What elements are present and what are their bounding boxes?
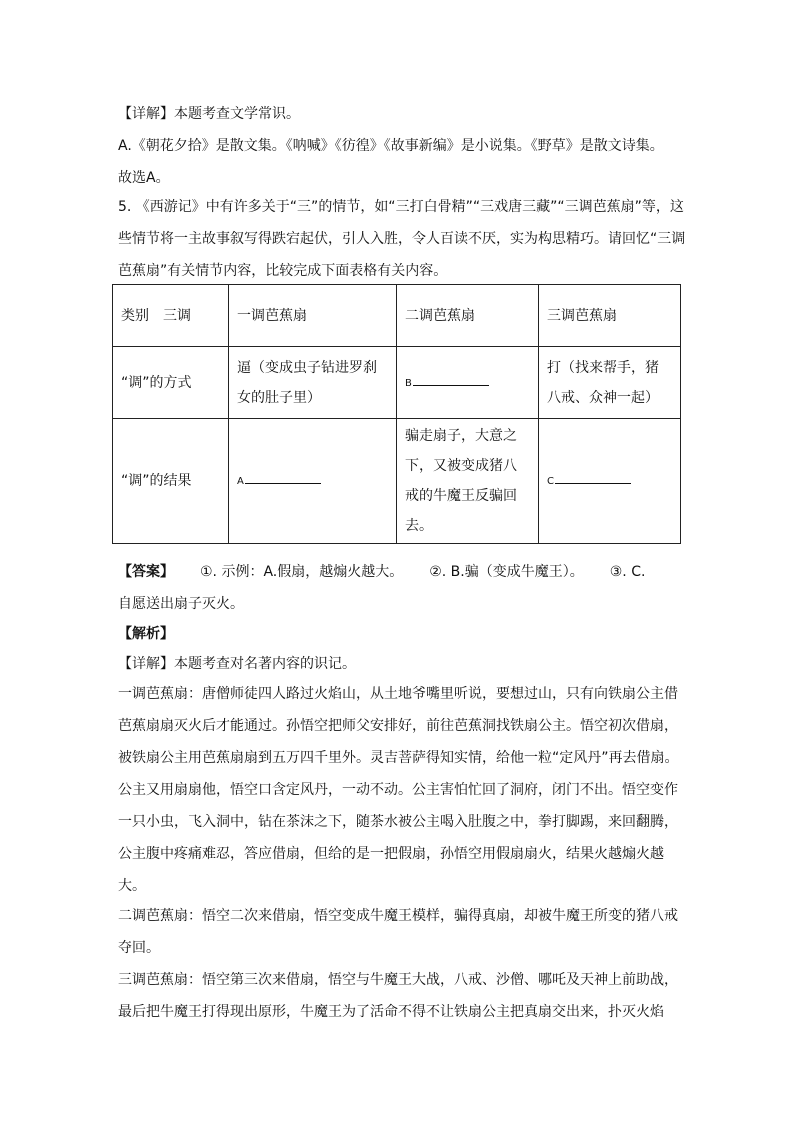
analysis-label: 【解析】 <box>118 626 174 642</box>
row-method-label: “调”的方式 <box>113 347 229 419</box>
row-method-second <box>397 347 539 419</box>
table-header-third: 三调芭蕉扇 <box>539 285 681 347</box>
answer-item-2: ②. B.骗（变成牛魔王）。 <box>429 564 584 580</box>
analysis-paragraph-3: 三调芭蕉扇：悟空第三次来借扇，悟空与牛魔王大战，八戒、沙僧、哪吒及天神上前助战，最后把牛魔王打得现出原形，牛魔王为了活命不得不让铁扇公主把真扇交出来，扑灭火焰 <box>118 972 678 1020</box>
table-header-first: 一调芭蕉扇 <box>229 285 397 347</box>
blank-b-prefix: B <box>405 377 412 389</box>
answer-line <box>118 556 688 588</box>
answer-continuation: 自愿送出扇子灭火。 <box>118 596 244 612</box>
row-method-first: 逼（变成虫子钻进罗刹女的肚子里） <box>229 347 397 419</box>
row-result-second: 骗走扇子，大意之下，又被变成猪八戒的牛魔王反骗回去。 <box>397 419 539 544</box>
row-method-third: 打（找来帮手，猪八戒、众神一起） <box>539 347 681 419</box>
blank-c-line[interactable] <box>555 469 631 484</box>
question-5-text: 5. 《西游记》中有许多关于“三”的情节，如“三打白骨精”“三戏唐三藏”“三调芭蕉扇”等，这些情节将一主故事叙写得跌宕起伏，引人入胜，令人百读不厌，实为构思精巧。请回忆“三调芭蕉扇”有关情节内容，比较完成下面表格有关内容。 <box>118 199 686 279</box>
analysis-paragraph-1: 一调芭蕉扇：唐僧师徒四人路过火焰山，从土地爷嘴里听说，要想过山，只有向铁扇公主借芭蕉扇扇灭火后才能通过。孙悟空把师父安排好，前往芭蕉洞找铁扇公主。悟空初次借扇，被铁扇公主用芭蕉扇扇到五万四千里外。灵吉菩萨得知实情，给他一粒“定风丹”再去借扇。公主又用扇扇他，悟空口含定风丹，一动不动。公主害怕忙回了洞府，闭门不出。悟空变作一只小虫，飞入洞中，钻在茶沫之下，随茶水被公主喝入肚腹之中，拳打脚踢，来回翻腾，公主腹中疼痛难忍，答应借扇，但给的是一把假扇，孙悟空用假扇扇火，结果火越煽火越大。 <box>118 686 679 894</box>
blank-a-prefix: A <box>237 476 244 487</box>
blank-c-prefix: C <box>547 476 554 487</box>
blank-b-line[interactable] <box>413 371 489 386</box>
analysis-heading: 【详解】本题考查对名著内容的识记。 <box>118 656 356 672</box>
row-result-first <box>229 419 397 544</box>
answer-item-1: ①. 示例：A.假扇，越煽火越大。 <box>200 564 404 580</box>
analysis-paragraph-2: 二调芭蕉扇：悟空二次来借扇，悟空变成牛魔王模样，骗得真扇，却被牛魔王所变的猪八戒夺回。 <box>118 908 678 956</box>
blank-a-line[interactable] <box>245 469 321 484</box>
detail-line-2: 故选A。 <box>118 170 170 186</box>
table-header-category: 类别 三调 <box>113 285 229 347</box>
answer-label: 【答案】 <box>118 564 174 580</box>
answer-item-3: ③. C. <box>609 564 646 580</box>
row-result-label: “调”的结果 <box>113 419 229 544</box>
table-header-row <box>113 285 681 347</box>
table-row-method <box>113 347 681 419</box>
row-result-third <box>539 419 681 544</box>
table-header-second: 二调芭蕉扇 <box>397 285 539 347</box>
detail-line-1: A.《朝花夕拾》是散文集。《呐喊》《彷徨》《故事新编》是小说集。《野草》是散文诗集。 <box>118 138 664 154</box>
question-5-table <box>112 284 681 544</box>
table-row-result <box>113 419 681 544</box>
detail-heading: 【详解】本题考查文学常识。 <box>118 106 300 122</box>
